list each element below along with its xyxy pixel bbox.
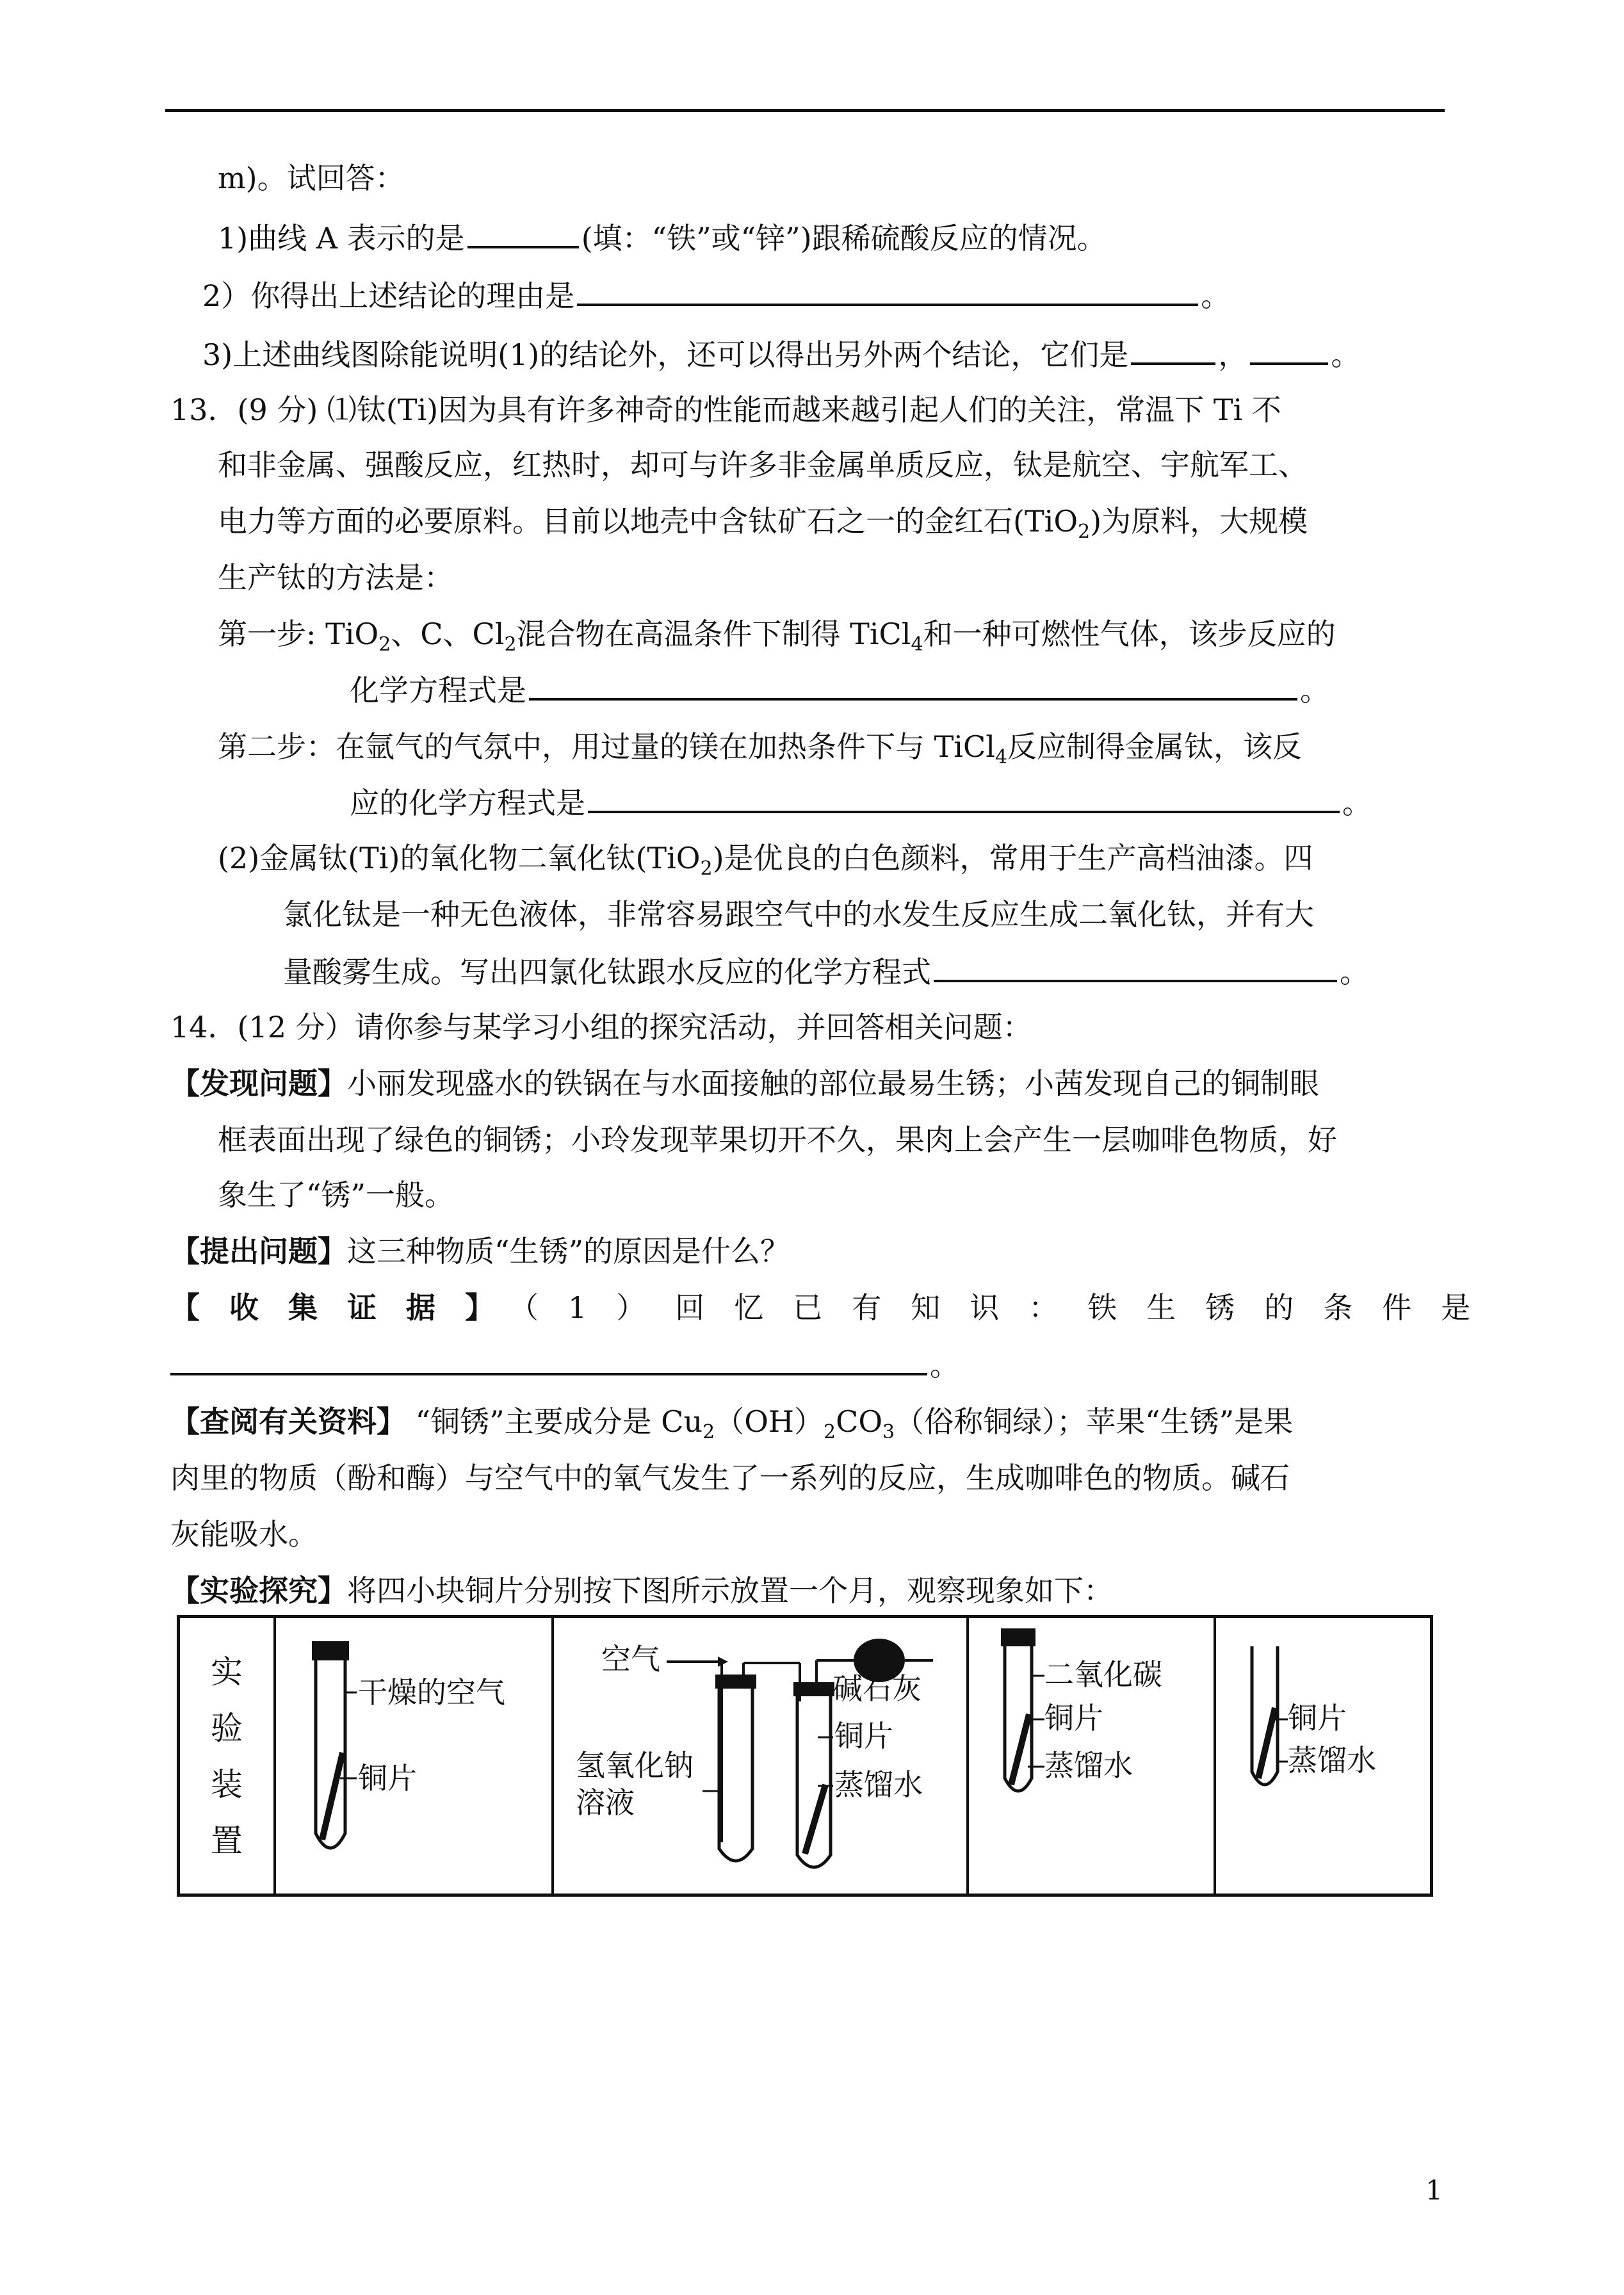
intro-line-m: m)。试回答： <box>218 161 405 195</box>
answer-blank[interactable] <box>1131 334 1215 365</box>
q13-part-2-line-2: 氯化钛是一种无色液体，非常容易跟空气中的水发生反应生成二氧化钛，并有大 <box>283 897 1314 932</box>
carbon-dioxide-test-tube-figure <box>969 1618 1214 1894</box>
q13-step-2: 第二步：在氩气的气氛中，用过量的镁在加热条件下与 TiCl$_4$反应制得金属钛，该反 <box>218 729 1303 768</box>
q14-reference-line-3: 灰能吸水。 <box>170 1517 318 1552</box>
stopper-icon <box>715 1675 756 1689</box>
question-3: 3)上述曲线图除能说明(1)的结论外，还可以得出另外两个结论，它们是 ， 。 <box>202 334 1360 374</box>
q14-collect-evidence: 【收集证据】（1）回忆已有知识：铁生锈的条件是 <box>170 1290 1500 1325</box>
apparatus-soda-lime <box>554 1618 969 1894</box>
q14-find-problem: 【发现问题】小丽发现盛水的铁锅在与水面接触的部位最易生锈；小茜发现自己的铜制眼 <box>170 1066 1319 1101</box>
label-copper: 铜片 <box>834 1719 893 1753</box>
q13-part-2-line-3: 量酸雾生成。写出四氯化钛跟水反应的化学方程式 。 <box>283 952 1369 991</box>
q13-step-2-equation: 应的化学方程式是 。 <box>350 783 1372 822</box>
answer-blank[interactable] <box>577 275 1198 306</box>
answer-blank[interactable] <box>934 952 1337 982</box>
q13-step-1: 第一步: TiO$_2$、C、$Cl_2$混合物在高温条件下制得 TiCl$_4$和一种可燃性气体，该步反应的 <box>218 617 1336 656</box>
copper-strip-icon <box>1011 1714 1029 1785</box>
row-label-char: 验 <box>211 1710 243 1747</box>
label-soda-lime: 碱石灰 <box>833 1671 922 1706</box>
row-label-char: 实 <box>211 1653 243 1691</box>
copper-strip-icon <box>805 1785 825 1854</box>
q14-reference: 【查阅有关资料】 “铜锈”主要成分是 $Cu_2(OH)_2CO_3$（俗称铜绿）；苹果“生锈”是果 <box>170 1404 1294 1443</box>
copper-strip-icon <box>322 1753 343 1840</box>
label-air: 空气 <box>601 1642 660 1676</box>
distilled-water-test-tube-figure <box>1216 1618 1430 1894</box>
label-dry-air: 干燥的空气 <box>358 1675 505 1710</box>
answer-blank[interactable] <box>170 1345 927 1375</box>
question-2: 2）你得出上述结论的理由是 。 <box>202 275 1230 315</box>
soda-lime-apparatus-figure <box>554 1618 966 1894</box>
label-distilled-water: 蒸馏水 <box>1044 1748 1133 1783</box>
label-solution: 溶液 <box>576 1785 635 1820</box>
label-copper: 铜片 <box>358 1761 417 1796</box>
copper-strip-icon <box>1258 1708 1275 1778</box>
q13-step-1-equation: 化学方程式是 。 <box>350 670 1329 710</box>
apparatus-carbon-dioxide <box>969 1618 1216 1894</box>
stopper-icon <box>1001 1628 1035 1646</box>
q13-header: 13．(9 分) ⑴钛(Ti)因为具有许多神奇的性能而越来越引起人们的关注，常温下 Ti 不 <box>170 393 1281 427</box>
test-tube-icon <box>797 1696 831 1867</box>
answer-blank[interactable] <box>1250 334 1328 365</box>
q13-part-2: (2)金属钛(Ti)的氧化物二氧化钛(TiO$_2$)是优良的白色颜料，常用于生产高档油漆。四 <box>218 841 1313 880</box>
q13-line-2: 和非金属、强酸反应，红热时，却可与许多非金属单质反应，钛是航空、宇航军工、 <box>218 448 1308 482</box>
stopper-icon <box>312 1641 349 1660</box>
label-copper: 铜片 <box>1288 1701 1347 1735</box>
test-tube-icon <box>719 1689 752 1861</box>
q14-find-line-3: 象生了“锈”一般。 <box>218 1178 455 1212</box>
stopper-icon <box>793 1682 834 1696</box>
q14-collect-answer: 。 <box>170 1345 959 1384</box>
label-copper: 铜片 <box>1044 1701 1103 1735</box>
row-label-char: 置 <box>211 1822 243 1860</box>
apparatus-dry-air <box>276 1618 554 1894</box>
row-label-char: 装 <box>211 1766 243 1803</box>
question-1: 1)曲线 A 表示的是 (填：“铁”或“锌”)跟稀硫酸反应的情况。 <box>218 218 1107 257</box>
dry-air-test-tube-figure <box>276 1618 551 1894</box>
q14-reference-line-2: 肉里的物质（酚和酶）与空气中的氧气发生了一系列的反应，生成咖啡色的物质。碱石 <box>170 1461 1290 1495</box>
q14-find-line-2: 框表面出现了绿色的铜锈；小玲发现苹果切开不久，果肉上会产生一层咖啡色物质，好 <box>218 1123 1337 1157</box>
page-number: 1 <box>1425 2175 1443 2206</box>
q13-line-4: 生产钛的方法是： <box>218 560 453 595</box>
apparatus-table <box>177 1615 1433 1897</box>
answer-blank[interactable] <box>588 783 1340 813</box>
label-distilled-water: 蒸馏水 <box>1288 1743 1376 1778</box>
answer-blank[interactable] <box>467 218 579 248</box>
header-rule <box>165 109 1445 112</box>
apparatus-row-label <box>180 1618 276 1894</box>
apparatus-distilled-water <box>1216 1618 1430 1894</box>
q14-ask-question: 【提出问题】这三种物质“生锈”的原因是什么？ <box>170 1234 790 1269</box>
q13-line-3: 电力等方面的必要原料。目前以地壳中含钛矿石之一的金红石(TiO$_2$)为原料，大规模 <box>218 504 1308 543</box>
label-sodium-hydroxide: 氢氧化钠 <box>576 1748 694 1783</box>
label-carbon-dioxide: 二氧化碳 <box>1044 1657 1162 1692</box>
answer-blank[interactable] <box>529 670 1297 701</box>
q14-header: 14．(12 分）请你参与某学习小组的探究活动，并回答相关问题： <box>170 1010 1032 1044</box>
q14-experiment: 【实验探究】将四小块铜片分别按下图所示放置一个月，观察现象如下： <box>170 1573 1113 1608</box>
label-distilled-water: 蒸馏水 <box>834 1767 923 1802</box>
